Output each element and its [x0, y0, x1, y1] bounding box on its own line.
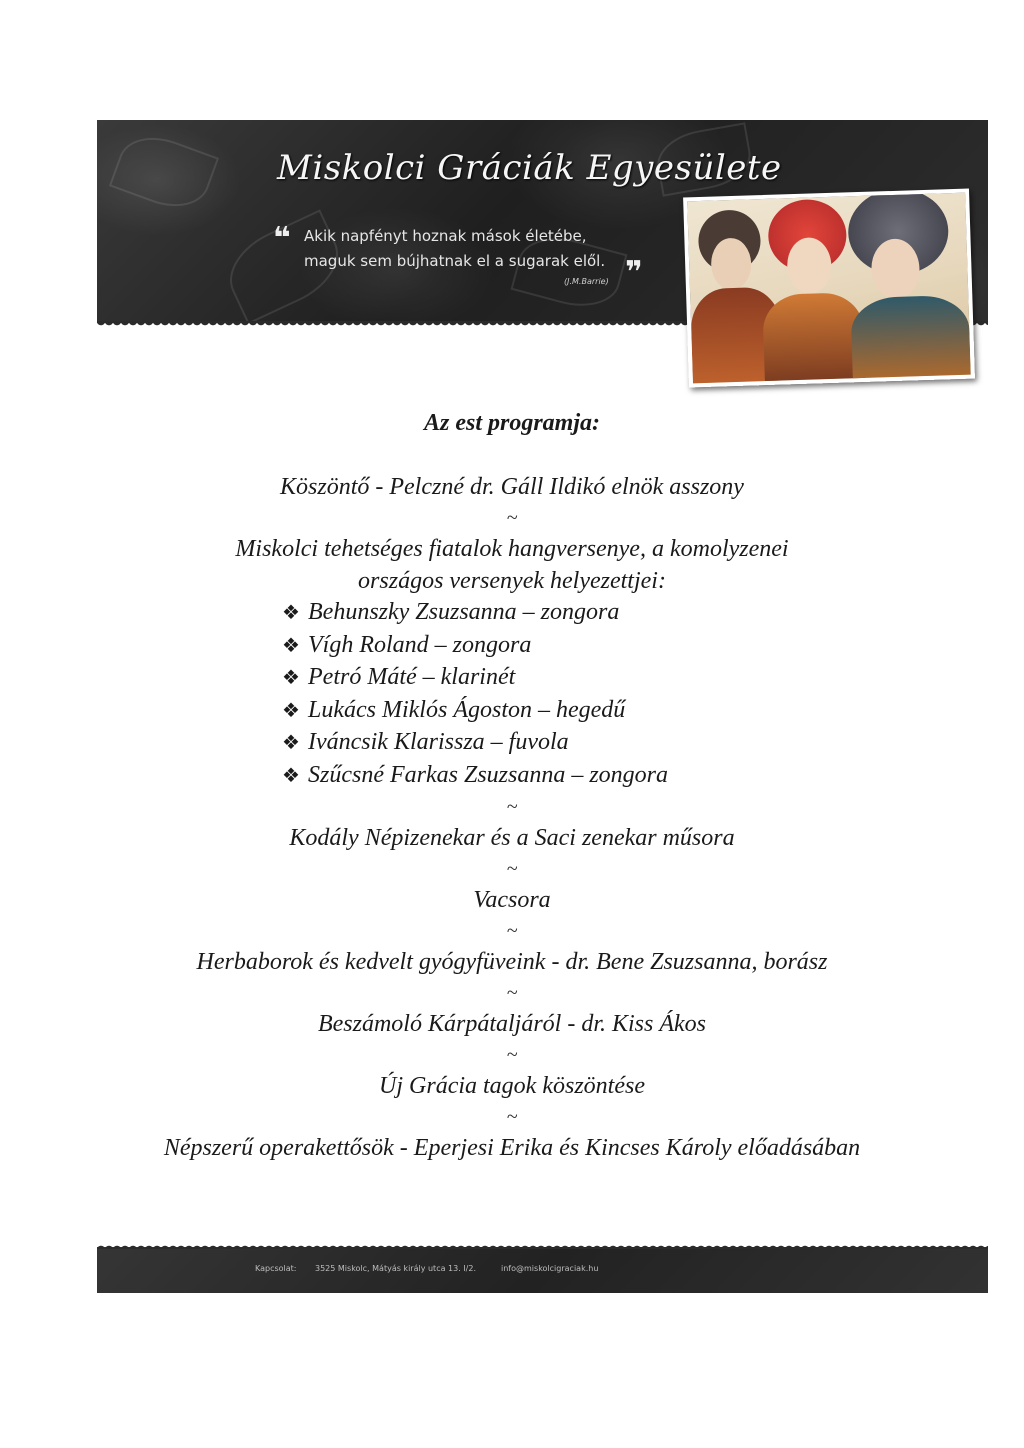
footer-address: 3525 Miskolc, Mátyás király utca 13. I/2. [315, 1264, 476, 1273]
separator: ~ [506, 1044, 518, 1066]
performer-list [282, 597, 742, 792]
program-item-herb: Herbaborok és kedvelt gyógyfüveink - dr. Bene Zsuzsanna, borász [196, 949, 828, 975]
separator: ~ [506, 920, 518, 942]
footer-contact-label: Kapcsolat: [255, 1264, 297, 1273]
diamond-bullet-icon: ❖ [282, 732, 300, 754]
performer-text: Vígh Roland – zongora [308, 631, 532, 658]
separator: ~ [506, 507, 518, 529]
footer-banner [97, 1247, 988, 1293]
quote-author: (J.M.Barrie) [564, 277, 609, 286]
organization-title: Miskolci Gráciák Egyesülete [277, 148, 782, 188]
diamond-bullet-icon: ❖ [282, 699, 300, 722]
diamond-bullet-icon: ❖ [282, 602, 300, 624]
separator: ~ [506, 796, 518, 818]
program-item-new-members: Új Grácia tagok köszöntése [379, 1073, 645, 1099]
performer-item [282, 597, 742, 630]
program-content [0, 410, 1024, 1164]
diamond-bullet-icon: ❖ [282, 764, 300, 787]
performer-text: Petró Máté – klarinét [308, 664, 516, 690]
program-item-concert-line2: országos versenyek helyezettjei: [358, 568, 666, 594]
footer-scalloped-edge [97, 1242, 988, 1249]
figure-center-dress [762, 292, 865, 385]
performer-item [282, 630, 742, 663]
quote-line-1: Akik napfényt hoznak mások életébe, [304, 227, 587, 245]
program-item-welcome: Köszöntő - Pelczné dr. Gáll Ildikó elnök asszony [280, 474, 744, 500]
program-item-report: Beszámoló Kárpátaljáról - dr. Kiss Ákos [317, 1011, 707, 1037]
performer-text: Lukács Miklós Ágoston – hegedű [308, 696, 626, 723]
footer-email-link[interactable]: info@miskolcigraciak.hu [501, 1264, 599, 1273]
program-item-opera: Népszerű operakettősök - Eperjesi Erika és Kincses Károly előadásában [163, 1135, 861, 1161]
decor-leaf [109, 126, 219, 218]
figure-right-dress [850, 295, 971, 385]
quote-line-2: maguk sem bújhatnak el a sugarak elől. [304, 252, 606, 270]
separator: ~ [506, 1106, 518, 1128]
three-graces-painting [683, 189, 975, 388]
program-item-kodaly: Kodály Népizenekar és a Saci zenekar műsora [289, 825, 735, 851]
diamond-bullet-icon: ❖ [282, 667, 300, 689]
performer-text: Iváncsik Klarissza – fuvola [308, 729, 569, 755]
performer-text: Behunszky Zsuzsanna – zongora [308, 599, 620, 625]
performer-text: Szűcsné Farkas Zsuzsanna – zongora [308, 761, 669, 788]
program-item-dinner: Vacsora [473, 887, 551, 913]
performer-item [282, 760, 742, 793]
quote-close-icon: ❞ [625, 255, 643, 290]
program-item-concert-line1: Miskolci tehetséges fiatalok hangversenye, a komolyzenei [235, 536, 789, 562]
separator: ~ [506, 982, 518, 1004]
performer-item [282, 695, 742, 728]
performer-item [282, 727, 742, 760]
performer-item [282, 662, 742, 695]
program-heading: Az est programja: [423, 410, 600, 436]
separator: ~ [506, 858, 518, 880]
quote-open-icon: ❝ [273, 221, 291, 256]
diamond-bullet-icon: ❖ [282, 634, 300, 657]
